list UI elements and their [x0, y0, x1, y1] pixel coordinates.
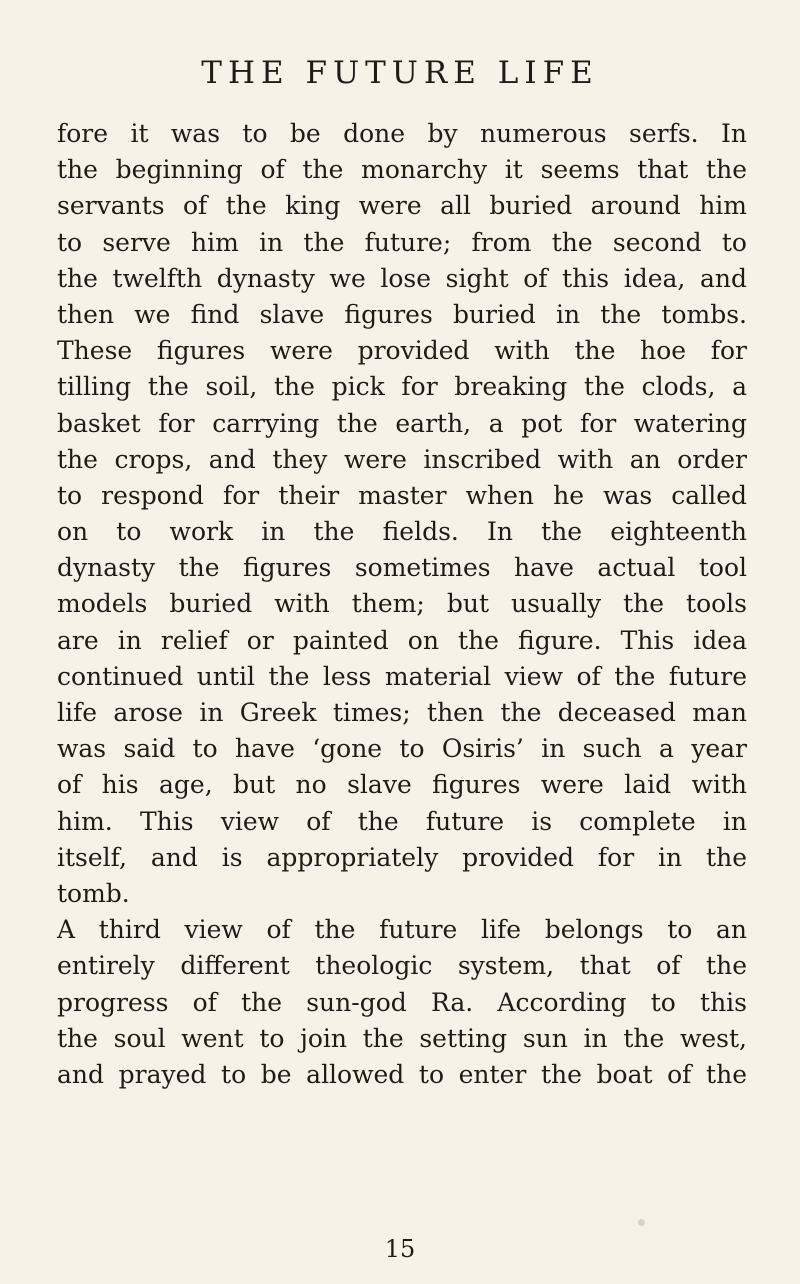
paper-speck [638, 1219, 645, 1226]
text-line: tomb. [57, 878, 130, 908]
text-line: progress of the sun-god Ra. According to this [57, 987, 747, 1017]
text-line: him. This view of the future is complete in [57, 806, 747, 836]
text-line: to serve him in the future; from the second to [57, 227, 747, 257]
text-line: basket for carrying the earth, a pot for watering [57, 408, 747, 438]
text-line: models buried with them; but usually the tools [57, 589, 747, 619]
text-line: the twelfth dynasty we lose sight of this idea, and [57, 263, 747, 293]
text-line: fore it was to be done by numerous serfs. In [57, 119, 747, 148]
text-line: dynasty the figures sometimes have actual tool [57, 553, 747, 583]
text-line: of his age, but no slave figures were laid with [57, 770, 747, 800]
text-line: the soul went to join the setting sun in the west, [57, 1023, 747, 1053]
text-line: to respond for their master when he was called [57, 480, 747, 510]
text-line: the beginning of the monarchy it seems that the [57, 155, 747, 185]
text-line: was said to have ‘gone to Osiris’ in such a year [57, 734, 747, 764]
page-number: 15 [384, 1235, 416, 1263]
text-line: continued until the less material view of the future [57, 661, 747, 691]
running-header: THE FUTURE LIFE [201, 55, 599, 91]
text-line: servants of the king were all buried around him [57, 191, 747, 221]
text-line: These figures were provided with the hoe for [57, 336, 747, 366]
text-line: are in relief or painted on the figure. This idea [57, 625, 747, 655]
text-line: the crops, and they were inscribed with an order [57, 444, 747, 474]
body-text [57, 116, 747, 1093]
text-line: and prayed to be allowed to enter the boat of the [57, 1059, 747, 1089]
text-line: tilling the soil, the pick for breaking the clods, a [57, 372, 747, 402]
text-line: A third view of the future life belongs to an [57, 915, 747, 945]
text-line: on to work in the fields. In the eighteenth [57, 517, 747, 547]
text-line: then we find slave figures buried in the tombs. [57, 299, 747, 329]
text-line: itself, and is appropriately provided for in the [57, 842, 747, 872]
text-line: entirely different theologic system, that of the [57, 951, 747, 981]
text-line: life arose in Greek times; then the deceased man [57, 698, 747, 727]
